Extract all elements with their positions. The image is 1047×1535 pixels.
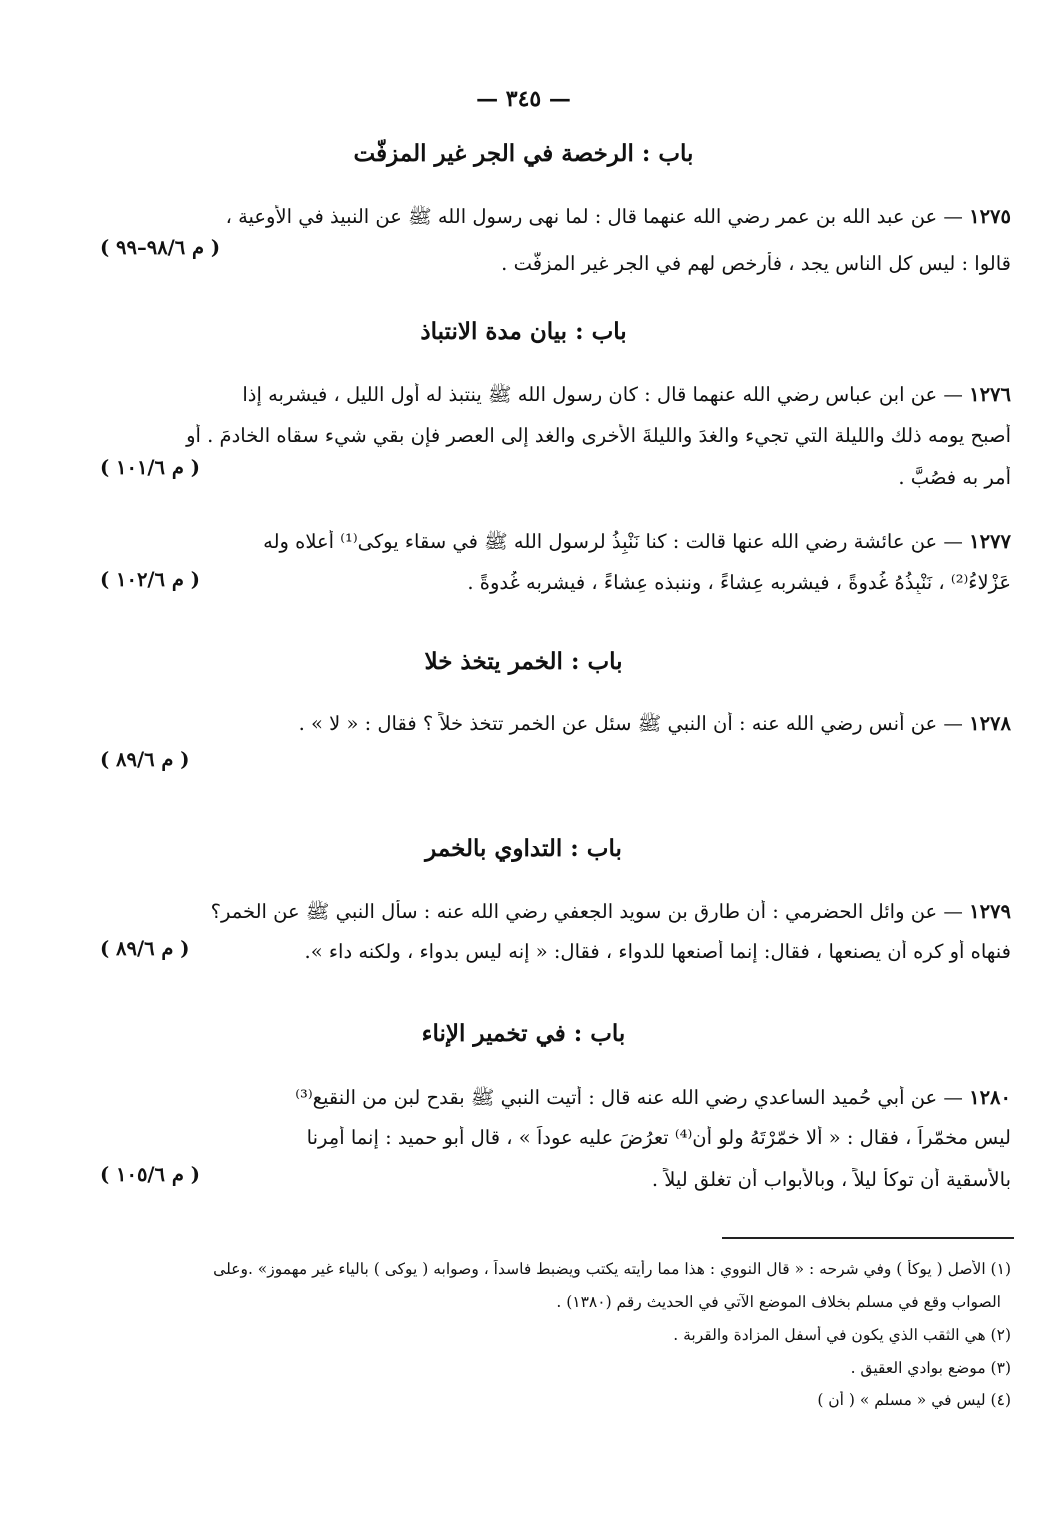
hadith-number: ١٢٧٦ xyxy=(969,383,1011,406)
chapter-title: باب : بيان مدة الانتباذ xyxy=(420,318,627,345)
hadith-text: — عن وائل الحضرمي : أن طارق بن سويد الجعفي رضي الله عنه : سأل النبي ﷺ عن الخمر؟ xyxy=(210,900,963,923)
hadith-line xyxy=(90,900,1011,928)
hadith-text: ليس مخمّراً ، فقال : « ألا خمّرْتَهُ ولو أن⁽⁴⁾ تعرُضَ عليه عوداً » ، قال أبو حميد : إنما أُمِرنا xyxy=(306,1126,1011,1149)
hadith-text: — عن ابن عباس رضي الله عنهما قال : كان رسول الله ﷺ ينتبذ له أول الليل ، فيشربه إذا xyxy=(242,383,963,406)
hadith-reference: ( م ٨٩/٦ ) xyxy=(100,937,190,960)
hadith-text: — عن أنس رضي الله عنه : أن النبي ﷺ سئل عن الخمر تتخذ خلاً ؟ فقال : « لا » . xyxy=(298,712,963,735)
footnote-continuation: الصواب وقع في مسلم بخلاف الموضع الآتي في الحديث رقم (١٣٨٠) . xyxy=(556,1293,1001,1311)
page-number: — ٣٤٥ — xyxy=(476,86,571,112)
hadith-text: — عن عبد الله بن عمر رضي الله عنهما قال : لما نهى رسول الله ﷺ عن النبيذ في الأوعية ، xyxy=(225,205,963,228)
hadith-reference: ( م ٩٨/٦–٩٩ ) xyxy=(100,236,221,259)
hadith-text: — عن أبي حُميد الساعدي رضي الله عنه قال : أتيت النبي ﷺ بقدح لبن من النقيع⁽³⁾ xyxy=(295,1086,963,1109)
footnote: (٣) موضع بوادي العقيق . xyxy=(850,1359,1011,1377)
hadith-reference: ( م ٨٩/٦ ) xyxy=(100,748,190,771)
hadith-text: أصبح يومه ذلك والليلة التي تجيء والغدَ والليلةَ الأخرى والغد إلى العصر فإن بقي شيء سقاه الخادمَ . أو xyxy=(186,424,1011,447)
footnote-divider xyxy=(722,1237,1014,1239)
hadith-text: عَزْلاءُ⁽²⁾ ، نَنْبِذُهُ غُدوةً ، فيشربه عِشاءً ، وننبذه عِشاءً ، فيشربه غُدوةً . xyxy=(467,571,1011,594)
hadith-number: ١٢٨٠ xyxy=(969,1086,1011,1109)
hadith-text: قالوا : ليس كل الناس يجد ، فأرخص لهم في الجر غير المزفّت . xyxy=(501,252,1011,275)
hadith-reference: ( م ١٠٥/٦ ) xyxy=(100,1163,200,1186)
chapter-title: باب : الخمر يتخذ خلا xyxy=(424,648,623,675)
hadith-text: أمر به فصُبَّ . xyxy=(898,466,1011,489)
hadith-line xyxy=(90,1086,1011,1114)
hadith-line xyxy=(90,712,1011,740)
hadith-number: ١٢٧٥ xyxy=(969,205,1011,228)
chapter-title: باب : التداوي بالخمر xyxy=(425,835,622,862)
chapter-title: باب : الرخصة في الجر غير المزفّت xyxy=(353,140,694,167)
chapter-title: باب : في تخمير الإناء xyxy=(421,1020,626,1047)
hadith-text: فنهاه أو كره أن يصنعها ، فقال: إنما أصنعها للدواء ، فقال: « إنه ليس بدواء ، ولكنه داء ». xyxy=(304,940,1011,963)
footnote: (٤) ليس في « مسلم » ( أن ) xyxy=(817,1391,1011,1409)
hadith-line xyxy=(90,383,1011,411)
hadith-reference: ( م ١٠١/٦ ) xyxy=(100,456,200,479)
hadith-number: ١٢٧٩ xyxy=(969,900,1011,923)
hadith-text: بالأسقية أن توكأ ليلاً ، وبالأبواب أن تغلق ليلاً . xyxy=(651,1168,1011,1191)
footnote: (١) الأصل ( يوكأ ) وفي شرحه : « قال النووي : هذا مما رأيته يكتب ويضبط فاسداً ، وصوابه ( يوكى ) بالياء غير مهموز» .وعلى xyxy=(213,1260,1011,1278)
hadith-reference: ( م ١٠٢/٦ ) xyxy=(100,568,200,591)
hadith-number: ١٢٧٨ xyxy=(969,712,1011,735)
hadith-text: — عن عائشة رضي الله عنها قالت : كنا نَنْبِذُ لرسول الله ﷺ في سقاء يوكى⁽¹⁾ أعلاه وله xyxy=(263,530,963,553)
hadith-line xyxy=(90,530,1011,558)
footnote: (٢) هي الثقب الذي يكون في أسفل المزادة والقربة . xyxy=(673,1326,1011,1344)
hadith-line xyxy=(90,205,1011,233)
hadith-number: ١٢٧٧ xyxy=(969,530,1011,553)
